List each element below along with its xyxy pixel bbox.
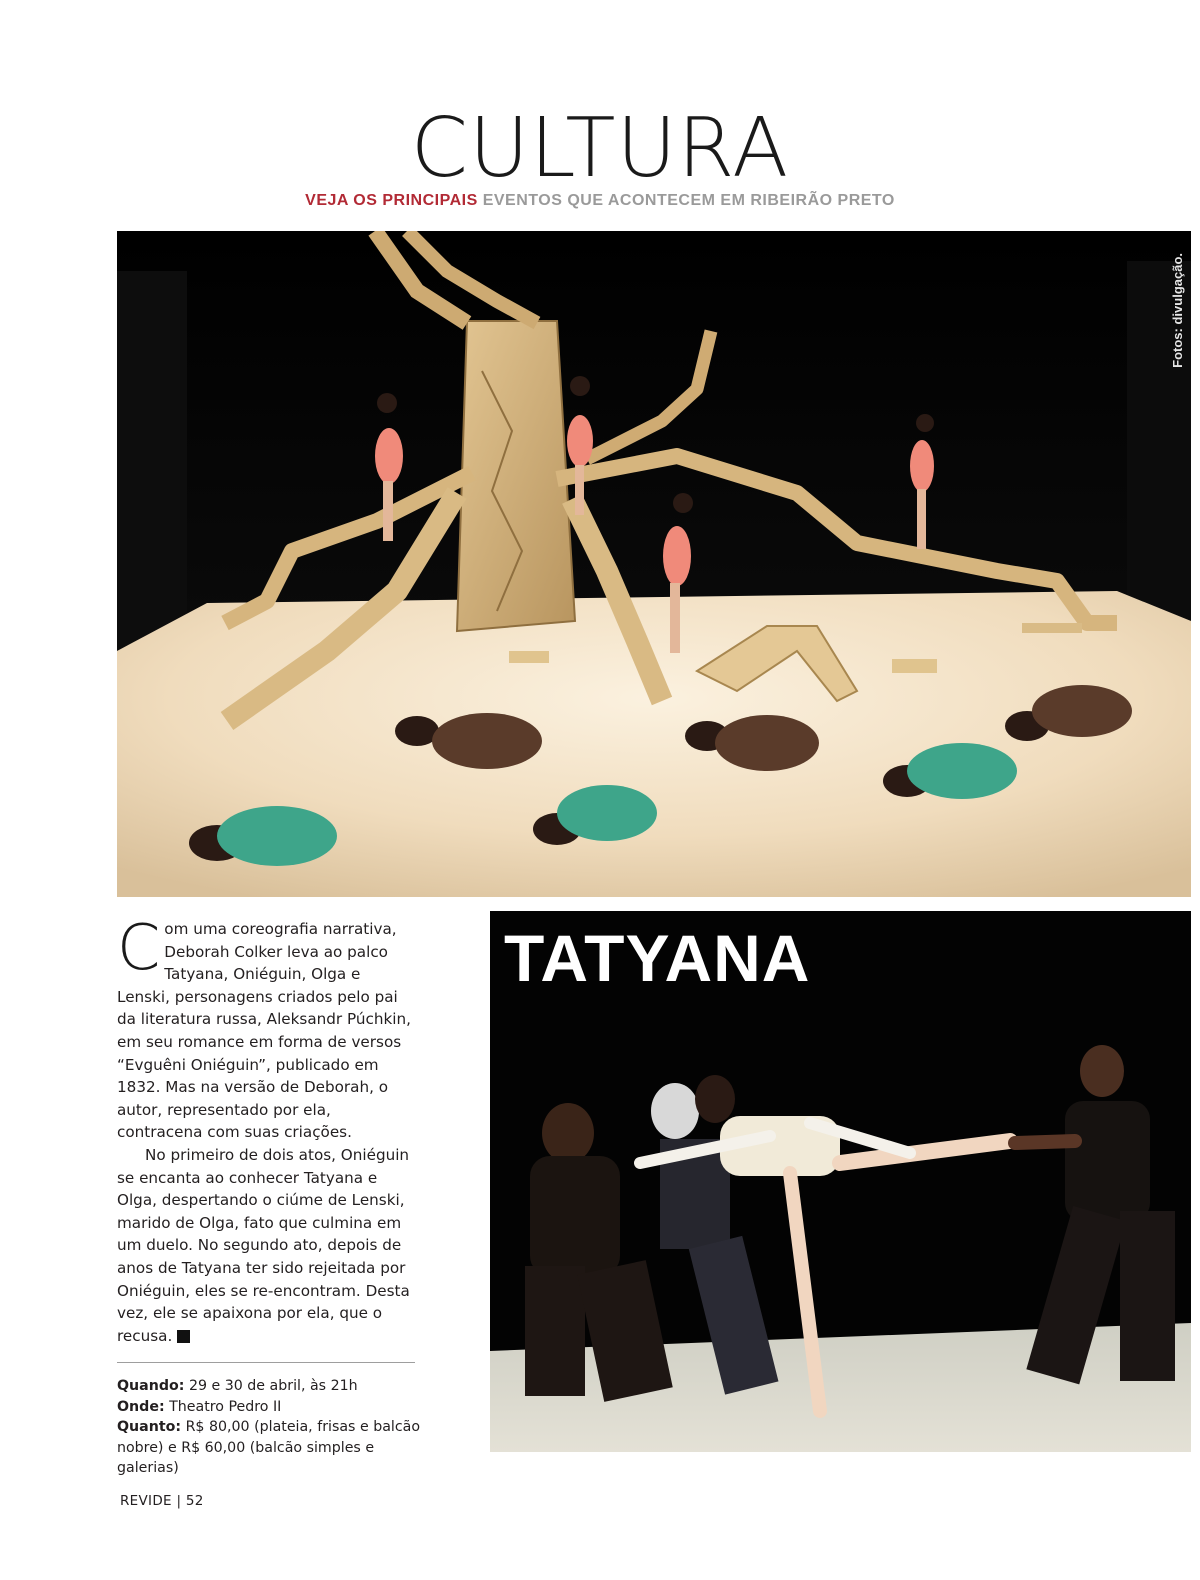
article-paragraph-2 <box>117 1144 417 1347</box>
price-label: Quanto: <box>117 1419 182 1435</box>
info-price <box>117 1417 437 1479</box>
info-divider <box>117 1362 415 1363</box>
section-subtitle <box>0 193 1200 209</box>
paragraph-2-text: No primeiro de dois atos, Oniéguin se encanta ao conhecer Tatyana e Olga, despertando o ciúme de Lenski, marido de Olga, fato que culmina em um duelo. No segundo ato, depois de anos de Tatyana ter sido rejeitada por Oniéguin, eles se re-encontram. Desta vez, ele se apaixona por ela, que o recusa. <box>117 1145 410 1345</box>
subtitle-accent: VEJA OS PRINCIPAIS <box>305 192 478 209</box>
article-paragraph-1 <box>117 911 417 1144</box>
stage-illustration <box>117 231 1191 897</box>
subtitle-rest: EVENTOS QUE ACONTECEM EM RIBEIRÃO PRETO <box>482 192 895 209</box>
article-body <box>117 911 417 1347</box>
where-value: Theatro Pedro II <box>169 1398 282 1415</box>
stage-photo-bottom <box>490 911 1191 1452</box>
when-label: Quando: <box>117 1378 185 1394</box>
drop-cap: C <box>117 911 161 984</box>
photo-credit: Fotos: divulgação. <box>1170 253 1185 368</box>
event-info <box>117 1376 437 1479</box>
paragraph-1-text: om uma coreografia narrativa, Deborah Colker leva ao palco Tatyana, Oniéguin, Olga e Lenski, personagens criados pelo pai da literatura russa, Aleksandr Púchkin, em seu romance em forma de versos “Evguêni Oniéguin”, publicado em 1832. Mas na versão de Deborah, o autor, representado por ela, contracena com suas criações. <box>117 920 411 1142</box>
section-title: CULTURA <box>410 101 790 196</box>
end-mark-icon: r <box>177 1330 190 1343</box>
info-where <box>117 1397 437 1418</box>
info-when <box>117 1376 437 1397</box>
stage-photo-top <box>117 231 1191 897</box>
where-label: Onde: <box>117 1398 165 1415</box>
page-folio: REVIDE | 52 <box>120 1493 204 1509</box>
when-value: 29 e 30 de abril, às 21h <box>188 1378 358 1394</box>
event-headline: TATYANA <box>504 921 811 995</box>
price-value: R$ 80,00 (plateia, frisas e balcão nobre) e R$ 60,00 (balcão simples e galerias) <box>117 1419 421 1476</box>
